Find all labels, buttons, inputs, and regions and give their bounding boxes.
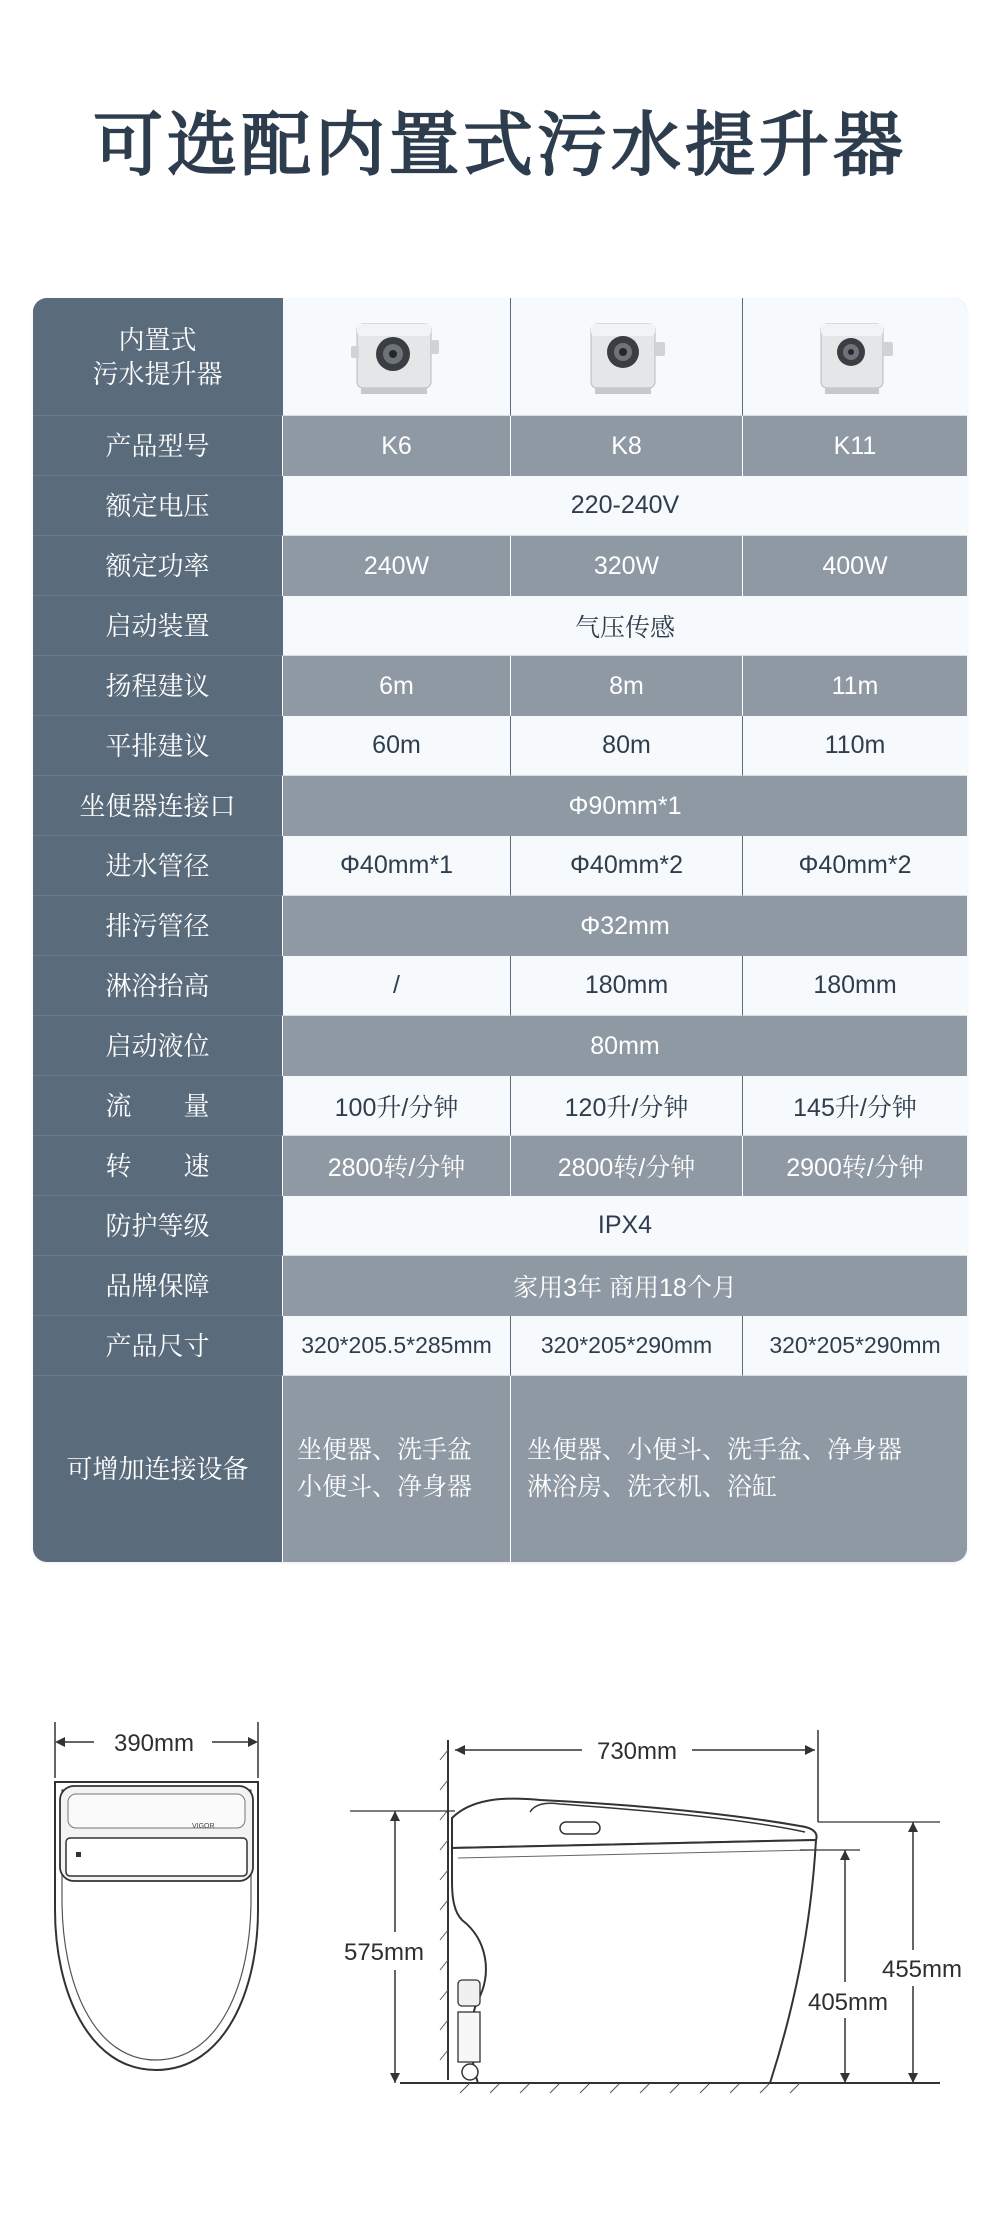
cell-k8: 8m [510,656,742,716]
header-label-line-2: 污水提升器 [92,358,223,389]
cell-k6: 6m [282,656,510,716]
table-row [33,1316,967,1376]
cell-k11: 145升/分钟 [742,1076,967,1136]
row-label: 坐便器连接口 [33,776,282,836]
header-label-line-1: 内置式 [118,324,197,355]
product-image-k11 [742,298,967,416]
cell-all: IPX4 [282,1196,967,1256]
cell-k6: 240W [282,536,510,596]
dimension-drawings [0,1700,1000,2120]
product-image-k8 [510,298,742,416]
cell-k8: Φ40mm*2 [510,836,742,896]
table-row [33,716,967,776]
row-label: 产品尺寸 [33,1316,282,1376]
table-row [33,1136,967,1196]
table-row [33,536,967,596]
table-row [33,776,967,836]
row-label: 启动装置 [33,596,282,656]
cell-k6: 60m [282,716,510,776]
cell-k8: 320W [510,536,742,596]
table-row [33,956,967,1016]
row-label: 淋浴抬高 [33,956,282,1016]
cell-k11: 400W [742,536,967,596]
table-row [33,896,967,956]
cell-k11: 180mm [742,956,967,1016]
spec-table [33,298,967,1562]
row-label: 启动液位 [33,1016,282,1076]
cell-k11: 320*205*290mm [742,1316,967,1376]
row-label: 排污管径 [33,896,282,956]
cell-all: 家用3年 商用18个月 [282,1256,967,1316]
cell-all: 气压传感 [282,596,967,656]
pump-image-icon [581,316,673,398]
cell-k6: 320*205.5*285mm [282,1316,510,1376]
row-label: 平排建议 [33,716,282,776]
pump-image-icon [351,316,443,398]
table-row [33,1376,967,1562]
row-label: 进水管径 [33,836,282,896]
row-label: 额定电压 [33,476,282,536]
row-label: 产品型号 [33,416,282,476]
table-row [33,1076,967,1136]
devices-k6-line-2: 小便斗、净身器 [297,1473,473,1501]
cell-k11: 110m [742,716,967,776]
product-image-k6 [282,298,510,416]
row-label: 流 量 [33,1076,282,1136]
row-label: 额定功率 [33,536,282,596]
cell-all: Φ90mm*1 [282,776,967,836]
cell-k8: 320*205*290mm [510,1316,742,1376]
table-row [33,596,967,656]
seat-height-label: 405mm [807,1989,889,2016]
cell-k8: 120升/分钟 [510,1076,742,1136]
devices-k8-line-1: 坐便器、小便斗、洗手盆、净身器 [527,1436,903,1464]
table-row [33,416,967,476]
table-row [33,656,967,716]
cell-all: 220-240V [282,476,967,536]
row-label: 扬程建议 [33,656,282,716]
cell-all: Φ32mm [282,896,967,956]
devices-k8-line-2: 淋浴房、洗衣机、浴缸 [527,1473,778,1501]
table-row [33,1016,967,1076]
cell-k8: K8 [510,416,742,476]
cell-k8: 2800转/分钟 [510,1136,742,1196]
top-width-label: 390mm [113,1730,195,1757]
cell-k11: 2900转/分钟 [742,1136,967,1196]
cell-k6: 2800转/分钟 [282,1136,510,1196]
table-row [33,1196,967,1256]
lid-height-label: 455mm [881,1956,963,1983]
cell-k11: K11 [742,416,967,476]
cell-k11: 11m [742,656,967,716]
side-height-label: 575mm [343,1939,425,1966]
cell-k6: Φ40mm*1 [282,836,510,896]
table-row [33,836,967,896]
cell-k8-k11 [510,1376,967,1562]
cell-k11: Φ40mm*2 [742,836,967,896]
row-label-header [33,298,282,416]
cell-all: 80mm [282,1016,967,1076]
table-row-header [33,298,967,416]
row-label: 转 速 [33,1136,282,1196]
cell-k8: 180mm [510,956,742,1016]
page-title: 可选配内置式污水提升器 [93,106,907,184]
side-length-label: 730mm [596,1738,678,1765]
top-view-drawing [55,1722,258,2070]
table-row [33,1256,967,1316]
cell-k6: 100升/分钟 [282,1076,510,1136]
row-label: 可增加连接设备 [33,1376,282,1562]
side-view-drawing [344,1730,962,2093]
cell-k6 [282,1376,510,1562]
row-label: 防护等级 [33,1196,282,1256]
cell-k6: / [282,956,510,1016]
cell-k8: 80m [510,716,742,776]
cell-k6: K6 [282,416,510,476]
table-row [33,476,967,536]
pump-image-icon [809,316,901,398]
row-label: 品牌保障 [33,1256,282,1316]
brand-logo: VIGOR [192,1823,215,1830]
devices-k6-line-1: 坐便器、洗手盆 [297,1436,473,1464]
